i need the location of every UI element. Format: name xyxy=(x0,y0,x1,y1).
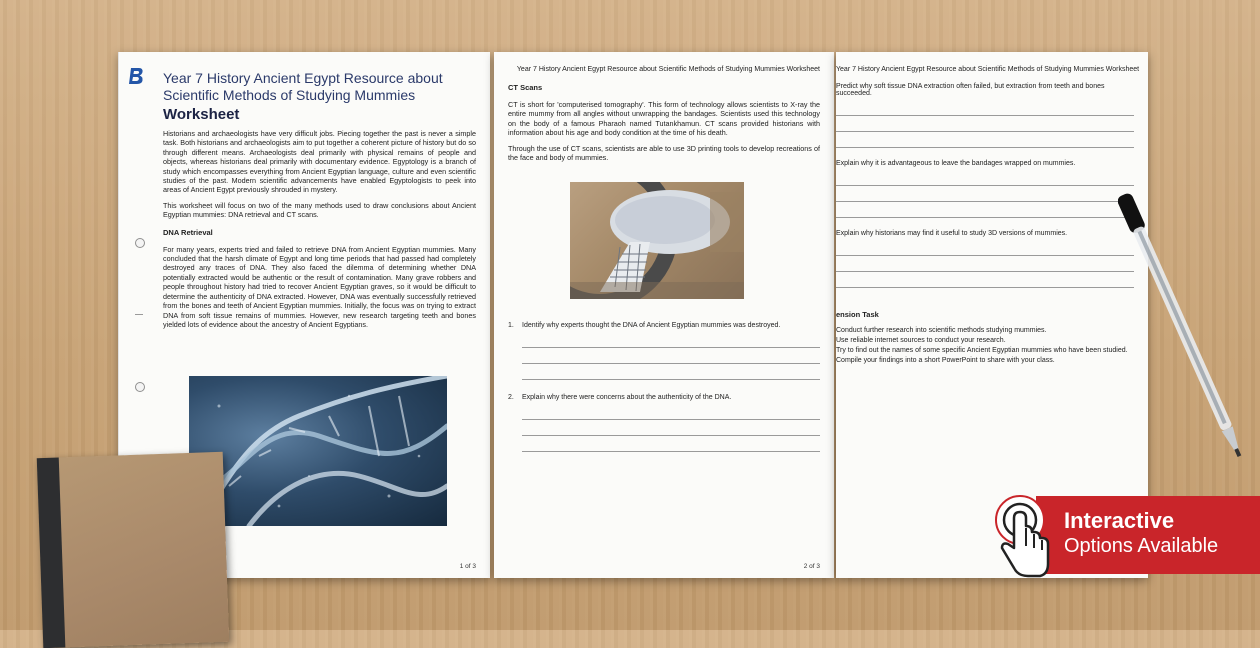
question-2: 2. Explain why there were concerns about the authenticity of the DNA. xyxy=(508,394,732,401)
focus-paragraph: This worksheet will focus on two of the many methods used to draw conclusions about Ancient Egyptian mummies: DNA retrieval and CT scans. xyxy=(163,200,476,220)
fold-mark xyxy=(135,314,143,315)
extension-item: Compile your findings into a short PowerPoint to share with your class. xyxy=(836,357,1055,364)
answer-line[interactable] xyxy=(522,404,820,420)
answer-line[interactable] xyxy=(522,420,820,436)
notebook xyxy=(37,452,230,648)
intro-paragraph: Historians and archaeologists have very difficult jobs. Piecing together the past is never a simple task. Both historians and archaeologists aim to put together a coherent picture of history but do so through different means. Archaeologists deal primarily with physical remains of people and objects, whereas historians deal primarily with documentary evidence. Egyptology is a branch of study which encompasses everything from Ancient Egyptian language, culture and even scientific studies of the past. Modern scientific advancements have enabled Egyptologists to peek into areas of Ancient Egypt previously shrouded in mystery. xyxy=(163,129,476,195)
answer-line[interactable] xyxy=(836,116,1134,132)
badge-line-2: Options Available xyxy=(1064,535,1219,557)
answer-line[interactable] xyxy=(522,436,820,452)
dna-paragraph: For many years, experts tried and failed to retrieve DNA from Ancient Egyptian mummies. Many concluded that the harsh climate of Egypt and long time periods that had passed had completely destroyed any traces of DNA. They also faced the dilemma of determining whether DNA potentially extracted would be authentic or the result of contamination. Many grave robbers and people throughout history had tried to recover Ancient Egyptian graves, so it would be difficult to determine the authenticity of DNA extracted. However, DNA was eventually successfully retrieved from the bones and teeth of Ancient Egyptian mummies. Initially, the focus was on trying to extract DNA from soft tissue remains of mummies. However, new research targeting teeth and bones yielded lots of evidence about the ancestry of Ancient Egyptians. xyxy=(163,244,476,329)
page-subtitle: Worksheet xyxy=(163,106,240,123)
running-header: Year 7 History Ancient Egypt Resource about Scientific Methods of Studying Mummies Worksheet xyxy=(516,66,820,73)
answer-line[interactable] xyxy=(522,332,820,348)
answer-line[interactable] xyxy=(836,100,1134,116)
answer-line[interactable] xyxy=(836,170,1134,186)
badge-line-1: Interactive xyxy=(1064,508,1175,533)
page-number: 1 of 3 xyxy=(459,563,476,570)
extension-item: Use reliable internet sources to conduct your research. xyxy=(836,337,1006,344)
dna-heading: DNA Retrieval xyxy=(163,227,213,237)
ballpoint-pen xyxy=(1118,182,1248,472)
answer-line[interactable] xyxy=(836,272,1134,288)
worksheet-page-2 xyxy=(494,52,834,578)
twinkl-b-logo-icon xyxy=(127,66,145,86)
question-1: 1. Identify why experts thought the DNA of Ancient Egyptian mummies was destroyed. xyxy=(508,322,781,329)
answer-line[interactable] xyxy=(836,132,1134,148)
answer-line[interactable] xyxy=(836,186,1134,202)
answer-line[interactable] xyxy=(522,348,820,364)
punch-hole xyxy=(135,382,145,392)
tap-hand-icon xyxy=(992,488,1056,584)
answer-line[interactable] xyxy=(836,256,1134,272)
running-header: Year 7 History Ancient Egypt Resource about Scientific Methods of Studying Mummies Worksheet xyxy=(836,66,1140,73)
ct-paragraph: CT is short for 'computerised tomography'. This form of technology allows scientists to X-ray the entire mummy from all angles without unwrapping the bandages. Scientists used this technology on the body of a famous Pharaoh named Tutankhamun. CT scans provided historians with information about his age and body condition at the time of his death. xyxy=(508,100,820,138)
punch-hole xyxy=(135,238,145,248)
answer-line[interactable] xyxy=(522,364,820,380)
extension-heading: ension Task xyxy=(836,310,879,319)
extension-item: Try to find out the names of some specific Ancient Egyptian mummies who have been studied. xyxy=(836,347,1128,354)
page-title: Year 7 History Ancient Egypt Resource about Scientific Methods of Studying Mummies xyxy=(163,70,443,103)
answer-line[interactable] xyxy=(836,240,1134,256)
dna-helix-image xyxy=(189,376,447,526)
extension-item: Conduct further research into scientific methods studying mummies. xyxy=(836,327,1047,334)
question-4: Explain why it is advantageous to leave the bandages wrapped on mummies. xyxy=(836,160,1076,167)
question-3: Predict why soft tissue DNA extraction often failed, but extraction from teeth and bones succeeded. xyxy=(836,83,1105,97)
page-number: 2 of 3 xyxy=(803,563,820,570)
ct-paragraph-2: Through the use of CT scans, scientists are able to use 3D printing tools to develop recreations of the face and body of mummies. xyxy=(508,143,820,163)
questions-block xyxy=(508,322,820,452)
answer-line[interactable] xyxy=(836,202,1134,218)
ct-heading: CT Scans xyxy=(508,83,543,92)
interactive-badge[interactable] xyxy=(1036,496,1260,574)
question-5: Explain why historians may find it useful to study 3D versions of mummies. xyxy=(836,230,1068,237)
ct-scan-photo xyxy=(570,182,744,299)
